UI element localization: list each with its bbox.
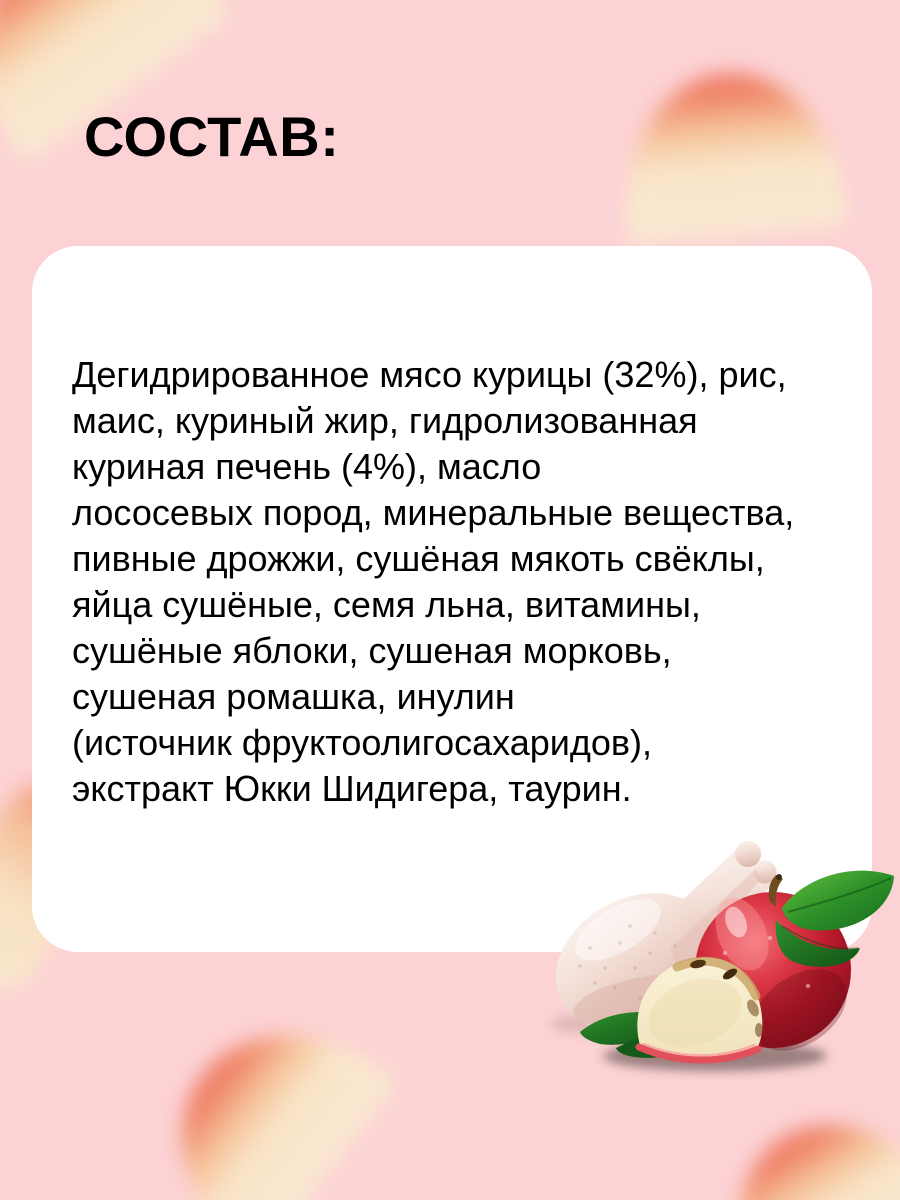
ingredients-line: (источник фруктоолигосахаридов), [72, 722, 653, 763]
ingredients-line: яйца сушёные, семя льна, витамины, [72, 584, 701, 625]
apple-slice-blur-bottom-right-icon [693, 1082, 900, 1200]
ingredients-line: экстракт Юкки Шидигера, таурин. [72, 768, 632, 809]
apple-slice-blur-bottom-icon [132, 984, 399, 1200]
ingredients-line: сушеная ромашка, инулин [72, 676, 515, 717]
ingredients-line: куриная печень (4%), масло [72, 446, 542, 487]
apple-slice-blur-top-right-icon [613, 65, 848, 246]
ingredients-line: пивные дрожжи, сушёная мякоть свёклы, [72, 538, 765, 579]
ingredients-line: Дегидрированное мясо курицы (32%), рис, [72, 354, 787, 395]
ingredients-line: сушёные яблоки, сушеная морковь, [72, 630, 672, 671]
ingredients-line: маис, куриный жир, гидролизованная [72, 400, 698, 441]
chicken-apple-photo [520, 818, 900, 1082]
page-title: СОСТАВ: [84, 105, 340, 168]
ingredients-text [72, 352, 794, 812]
ingredients-line: лососевых пород, минеральные вещества, [72, 492, 795, 533]
apple-leaves [776, 871, 894, 967]
